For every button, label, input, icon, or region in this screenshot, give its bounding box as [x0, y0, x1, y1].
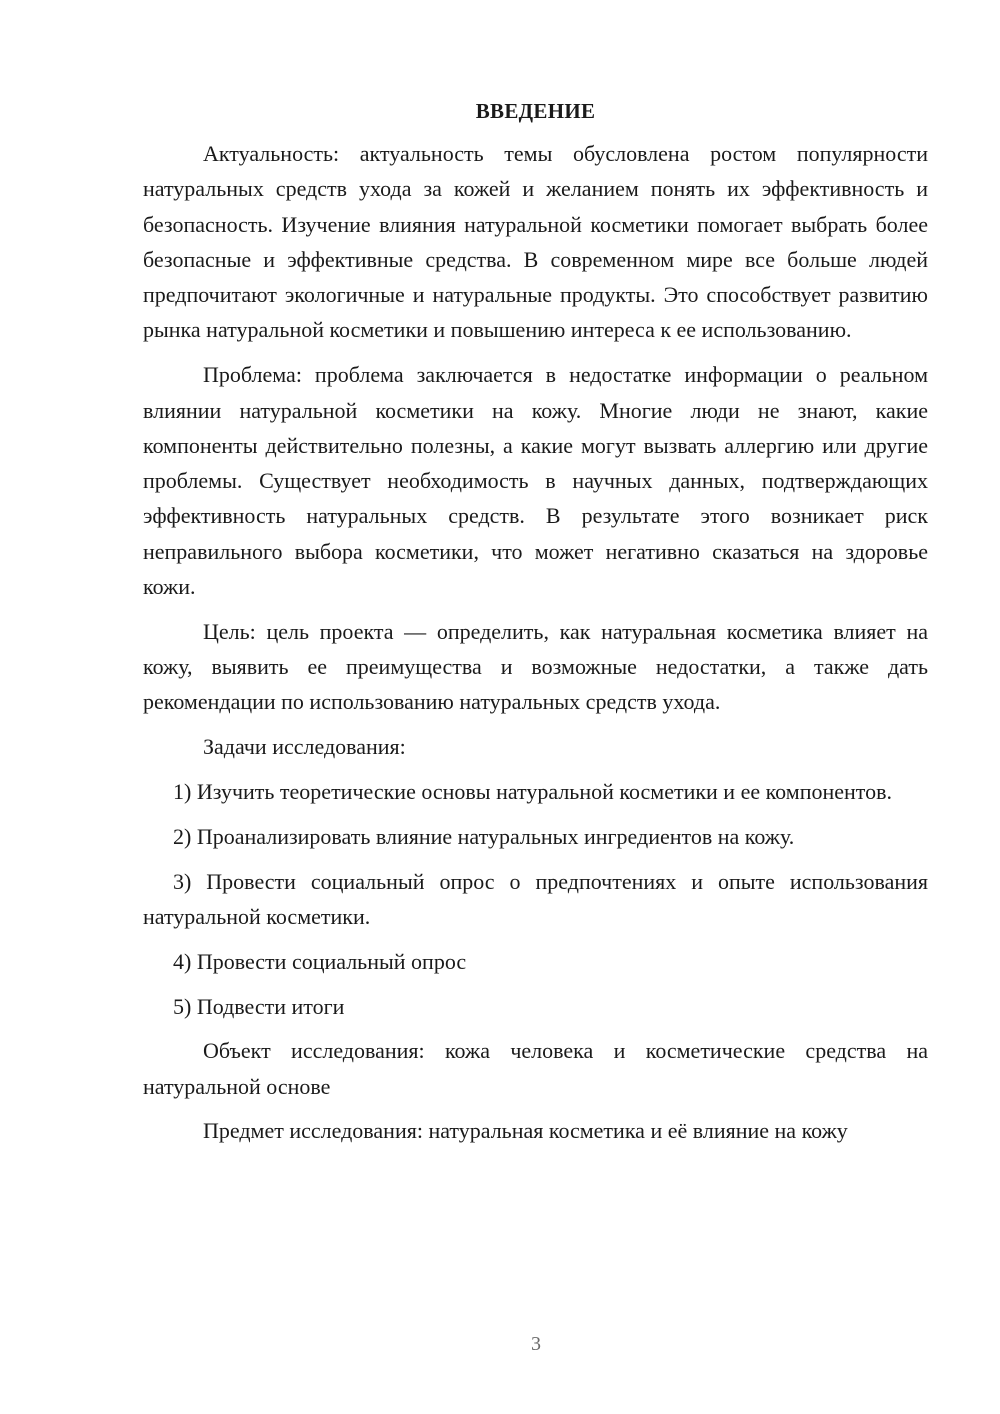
problem-paragraph: Проблема: проблема заключается в недостатке информации о реальном влиянии натуральной косметики на кожу. Многие люди не знают, какие компоненты действительно полезны, а какие могут вызвать аллергию или другие проблемы. Существует необходимость в научных данных, подтверждающих эффективность натуральных средств. В результате этого возникает риск неправильного выбора косметики, что может негативно сказаться на здоровье кожи.: [143, 362, 928, 600]
task-item-4: 4) Провести социальный опрос: [173, 948, 467, 974]
document-page: [143, 96, 928, 1149]
section-heading: ВВЕДЕНИЕ: [475, 99, 596, 123]
task-item-5: 5) Подвести итоги: [173, 993, 345, 1019]
tasks-title: Задачи исследования:: [203, 734, 406, 760]
task-item-3: 3) Провести социальный опрос о предпочтениях и опыте использования натуральной косметики.: [143, 868, 928, 929]
goal-paragraph: Цель: цель проекта — определить, как натуральная косметика влияет на кожу, выявить ее преимущества и возможные недостатки, а также дать рекомендации по использованию натуральных средств ухода.: [143, 618, 928, 715]
page-number: 3: [531, 1333, 541, 1355]
subject-paragraph: Предмет исследования: натуральная косметика и её влияние на кожу: [203, 1118, 848, 1144]
task-item-2: 2) Проанализировать влияние натуральных ингредиентов на кожу.: [173, 823, 795, 849]
relevance-paragraph: Актуальность: актуальность темы обусловлена ростом популярности натуральных средств ухода за кожей и желанием понять их эффективность и безопасность. Изучение влияния натуральной косметики помогает выбрать более безопасные и эффективные средства. В современном мире все больше людей предпочитают экологичные и натуральные продукты. Это способствует развитию рынка натуральной косметики и повышению интереса к ее использованию.: [143, 141, 928, 343]
task-item-1: 1) Изучить теоретические основы натуральной косметики и ее компонентов.: [173, 779, 892, 805]
object-paragraph: Объект исследования: кожа человека и косметические средства на натуральной основе: [143, 1038, 928, 1099]
